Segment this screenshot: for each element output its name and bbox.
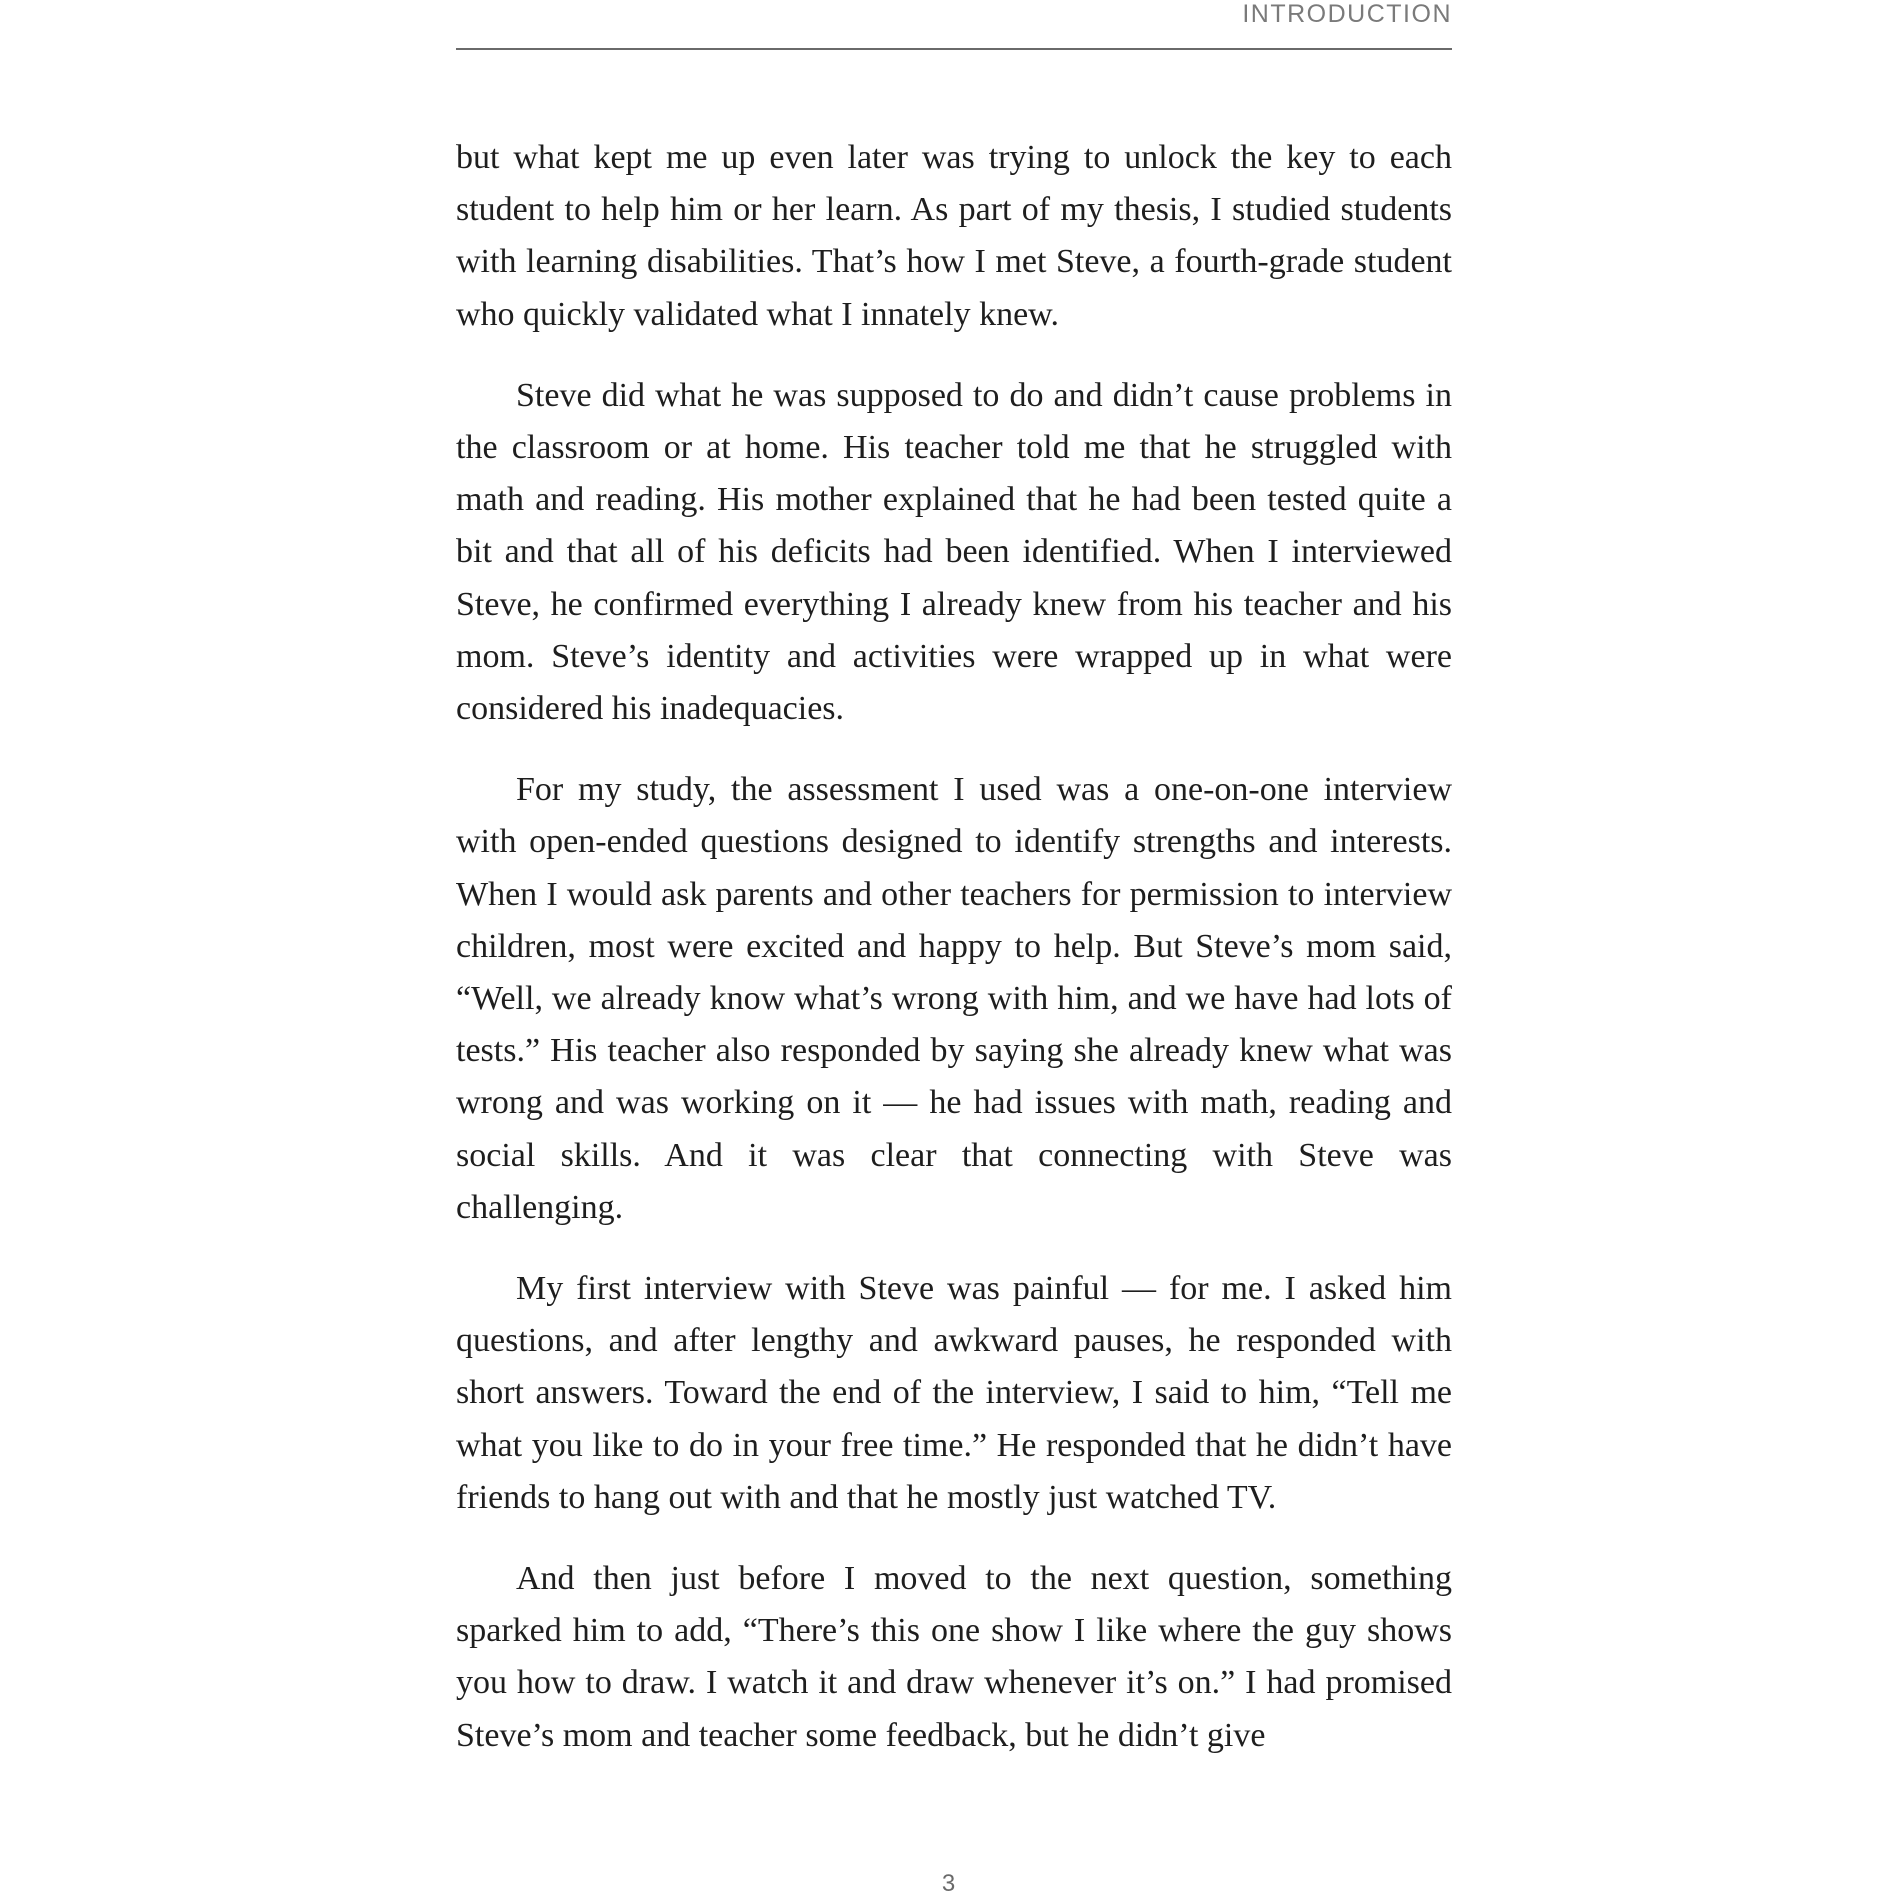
- body-text: [456, 132, 1452, 1762]
- paragraph-5: And then just before I moved to the next question, something sparked him to add, “There’s this one show I like where the guy shows you how to draw. I watch it and draw whenever it’s on.” I had promised Steve’s mom and teacher some feedback, but he didn’t give: [456, 1560, 1452, 1754]
- paragraph-1: but what kept me up even later was trying to unlock the key to each student to help him or her learn. As part of my thesis, I studied students with learning disabilities. That’s how I met Steve, a fourth-grade student who quickly validated what I innately knew.: [456, 139, 1452, 333]
- paragraph-3: For my study, the assessment I used was a one-on-one interview with open-ended questions designed to identify strengths and interests. When I would ask parents and other teachers for permission to interview children, most were excited and happy to help. But Steve’s mom said, “Well, we already know what’s wrong with him, and we have had lots of tests.” His teacher also responded by saying she already knew what was wrong and was working on it — he had issues with math, reading and social skills. And it was clear that connecting with Steve was challenging.: [456, 771, 1452, 1226]
- running-head: [456, 0, 1452, 50]
- page-number: 3: [941, 1870, 956, 1897]
- paragraph-2: Steve did what he was supposed to do and didn’t cause problems in the classroom or at home. His teacher told me that he struggled with math and reading. His mother explained that he had been tested quite a bit and that all of his deficits had been identified. When I interviewed Steve, he confirmed everything I already knew from his teacher and his mom. Steve’s identity and activities were wrapped up in what were considered his inadequacies.: [456, 376, 1452, 728]
- paragraph-4: My first interview with Steve was painful — for me. I asked him questions, and after lengthy and awkward pauses, he responded with short answers. Toward the end of the interview, I said to him, “Tell me what you like to do in your free time.” He responded that he didn’t have friends to hang out with and that he mostly just watched TV.: [456, 1270, 1452, 1516]
- running-head-title: INTRODUCTION: [1242, 0, 1452, 28]
